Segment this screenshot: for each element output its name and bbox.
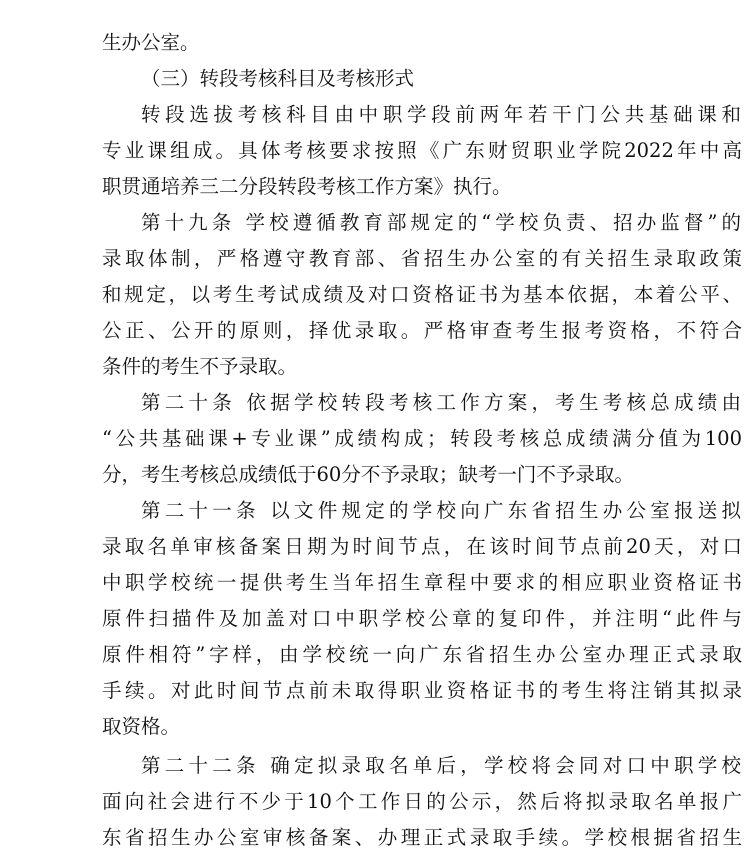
- text-line: 分，考生考核总成绩低于60分不予录取；缺考一门不予录取。: [102, 463, 634, 486]
- text-line: 原件相符”字样，由学校统一向广东省招生办公室办理正式录取: [102, 643, 742, 666]
- text-line: 原件扫描件及加盖对口中职学校公章的复印件，并注明“此件与: [102, 607, 742, 630]
- text-line: 录取体制，严格遵守教育部、省招生办公室的有关招生录取政策: [102, 247, 742, 270]
- text-line: “公共基础课+专业课”成绩构成；转段考核总成绩满分值为100: [102, 427, 742, 450]
- text-line: 条件的考生不予录取。: [102, 355, 298, 378]
- text-line: 中职学校统一提供考生当年招生章程中要求的相应职业资格证书: [102, 571, 742, 594]
- text-line: 面向社会进行不少于10个工作日的公示，然后将拟录取名单报广: [102, 790, 742, 813]
- text-line: 和规定，以考生考试成绩及对口资格证书为基本依据，本着公平、: [102, 283, 742, 306]
- article-19-heading-line: 第十九条 学校遵循教育部规定的“学校负责、招办监督”的: [141, 211, 741, 234]
- text-line: 职贯通培养三二分段转段考核工作方案》执行。: [102, 175, 512, 198]
- text-line: 东省招生办公室审核备案、办理正式录取手续。学校根据省招生: [102, 826, 742, 849]
- text-line: 专业课组成。具体考核要求按照《广东财贸职业学院2022年中高: [102, 139, 742, 162]
- article-20-heading-line: 第二十条 依据学校转段考核工作方案，考生考核总成绩由: [141, 391, 741, 414]
- article-22-heading-line: 第二十二条 确定拟录取名单后，学校将会同对口中职学校: [141, 754, 741, 777]
- text-line: 公正、公开的原则，择优录取。严格审查考生报考资格，不符合: [102, 319, 742, 342]
- text-line: 录取名单审核备案日期为时间节点，在该时间节点前20天，对口: [102, 535, 742, 558]
- text-line: 生办公室。: [102, 31, 200, 54]
- text-line: 手续。对此时间节点前未取得职业资格证书的考生将注销其拟录: [102, 679, 742, 702]
- section-heading: （三）转段考核科目及考核形式: [141, 67, 415, 90]
- text-line: 转段选拔考核科目由中职学段前两年若干门公共基础课和: [141, 103, 741, 126]
- text-line: 取资格。: [102, 715, 181, 738]
- article-21-heading-line: 第二十一条 以文件规定的学校向广东省招生办公室报送拟: [141, 499, 741, 522]
